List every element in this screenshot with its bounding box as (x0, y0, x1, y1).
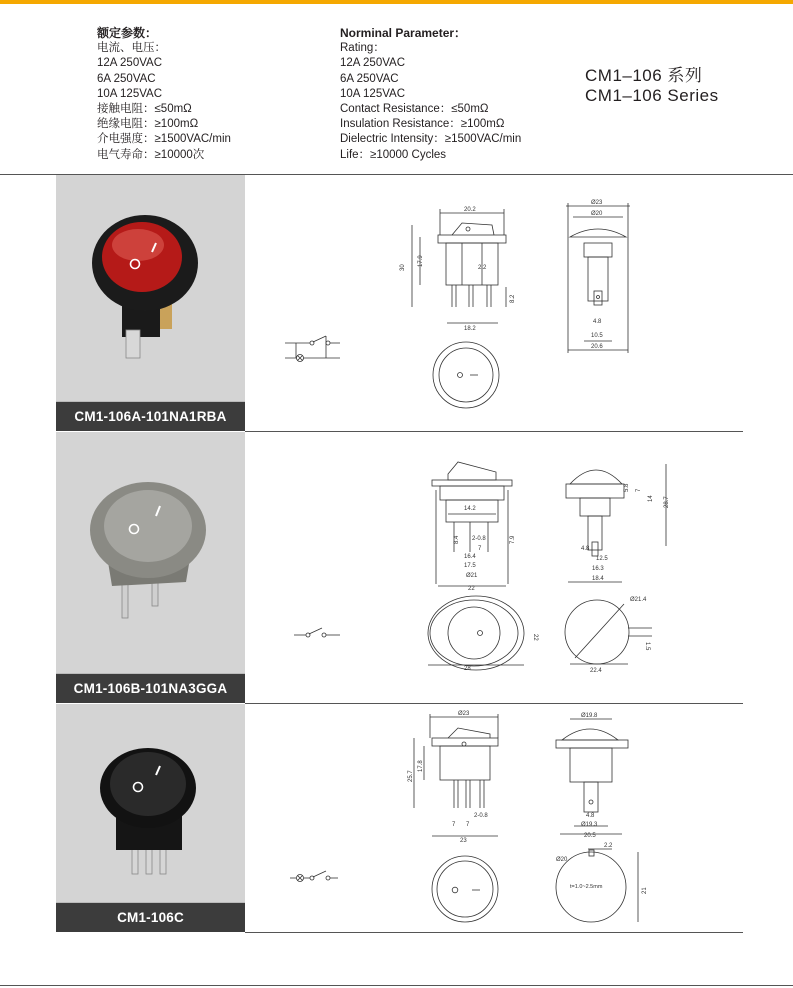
top-accent-bar (0, 0, 793, 4)
dim-label: 16.4 (464, 554, 476, 560)
circuit-symbol (294, 628, 340, 637)
footer-line (0, 985, 793, 986)
dim-label: 2-0.8 (474, 813, 488, 819)
en-param-line: Dielectric Intensity：≥1500VAC/min (340, 133, 522, 146)
series-title (585, 66, 719, 106)
zh-parameters (97, 26, 231, 163)
side-view (566, 200, 630, 353)
model-label: CM1-106C (56, 902, 245, 932)
top-view (428, 596, 538, 672)
dim-label: 7 (478, 546, 482, 552)
model-label: CM1-106B-101NA3GGA (56, 673, 245, 703)
dim-label: 22 (468, 586, 475, 592)
en-param-line: 6A 250VAC (340, 72, 399, 85)
dim-label: 20.5 (584, 833, 596, 839)
dim-label: Ø21.4 (630, 597, 647, 603)
en-param-line: 12A 250VAC (340, 57, 406, 70)
dim-label: 4.8 (586, 813, 595, 819)
dim-label: 22 (532, 634, 538, 641)
dim-label: Ø20 (556, 857, 568, 863)
dim-label: Ø19.3 (581, 822, 598, 828)
drawings-c (0, 704, 793, 934)
dim-label: Ø23 (591, 200, 603, 206)
dim-label: 4.8 (581, 546, 590, 552)
en-param-line: Rating： (340, 42, 385, 55)
circuit-symbol (290, 871, 338, 882)
dim-label: Ø20 (591, 211, 603, 217)
dim-label: 17.9 (418, 255, 424, 267)
series-title-en: CM1–106 Series (585, 86, 719, 105)
circuit-symbol (285, 336, 340, 362)
en-param-line: Insulation Resistance：≥100mΩ (340, 118, 505, 131)
dim-label: t=1.0~2.5mm (570, 884, 603, 890)
en-params-title: Norminal Parameter： (340, 26, 467, 40)
dim-label: 28.7 (664, 496, 670, 508)
dim-label: 18.2 (464, 326, 476, 332)
front-view (432, 462, 516, 592)
dim-label: 22.4 (590, 668, 602, 674)
side-view (566, 464, 670, 582)
top-view (432, 856, 498, 922)
dim-label: 7.9 (510, 535, 516, 544)
model-label: CM1-106A-101NA1RBA (56, 401, 245, 431)
zh-param-line: 绝缘电阻：≥100mΩ (97, 118, 199, 131)
dim-label: 7 (466, 822, 470, 828)
dim-label: Ø19.8 (581, 713, 598, 719)
side-view (556, 713, 628, 839)
dim-label: 10.5 (591, 333, 603, 339)
dim-label: 16.3 (592, 566, 604, 572)
dim-label: 12.5 (596, 556, 608, 562)
en-param-line: Life：≥10000 Cycles (340, 148, 447, 161)
dim-label: 17.8 (418, 760, 424, 772)
dim-label: 7 (636, 488, 642, 492)
dim-label: Ø23 (458, 711, 470, 717)
dim-label: 20.6 (591, 344, 603, 350)
dim-label: 7 (452, 822, 456, 828)
en-parameters (340, 26, 521, 163)
dim-label: 23 (460, 838, 467, 844)
en-param-line: 10A 125VAC (340, 87, 406, 100)
dim-label: Ø21 (466, 573, 478, 579)
dim-label: 5.8 (624, 483, 630, 492)
dim-label: 20.2 (464, 207, 476, 213)
zh-param-line: 电流、电压： (97, 42, 166, 55)
dim-label: 1.5 (644, 642, 650, 651)
zh-param-line: 10A 125VAC (97, 87, 163, 100)
dim-label: 17.5 (464, 563, 476, 569)
cutout-view (556, 843, 648, 922)
front-view (408, 711, 498, 844)
cutout-view (565, 597, 652, 674)
zh-param-line: 接触电阻：≤50mΩ (97, 103, 192, 116)
series-title-zh: CM1–106 系列 (585, 66, 703, 85)
dim-label: 14.2 (464, 506, 476, 512)
dim-label: 18.4 (592, 576, 604, 582)
dim-label: 25.7 (408, 770, 414, 782)
drawings-a (0, 175, 793, 435)
dim-label: 2.2 (478, 265, 487, 271)
zh-param-line: 12A 250VAC (97, 57, 163, 70)
dim-label: 28 (464, 666, 471, 672)
zh-param-line: 介电强度：≥1500VAC/min (97, 133, 231, 146)
front-view (400, 207, 516, 332)
dim-label: 30 (400, 264, 406, 271)
zh-params-title: 额定参数： (97, 26, 158, 40)
dim-label: 2.2 (604, 843, 613, 849)
dim-label: 2-0.8 (472, 536, 486, 542)
top-view (433, 342, 499, 408)
dim-label: 21 (642, 887, 648, 894)
dim-label: 4.8 (593, 319, 602, 325)
zh-param-line: 电气寿命：≥10000次 (97, 148, 205, 161)
zh-param-line: 6A 250VAC (97, 72, 156, 85)
dim-label: 8.2 (510, 294, 516, 303)
dim-label: 14 (648, 495, 654, 502)
dim-label: 8.4 (454, 535, 460, 544)
en-param-line: Contact Resistance：≤50mΩ (340, 103, 489, 116)
drawings-b (0, 432, 793, 702)
